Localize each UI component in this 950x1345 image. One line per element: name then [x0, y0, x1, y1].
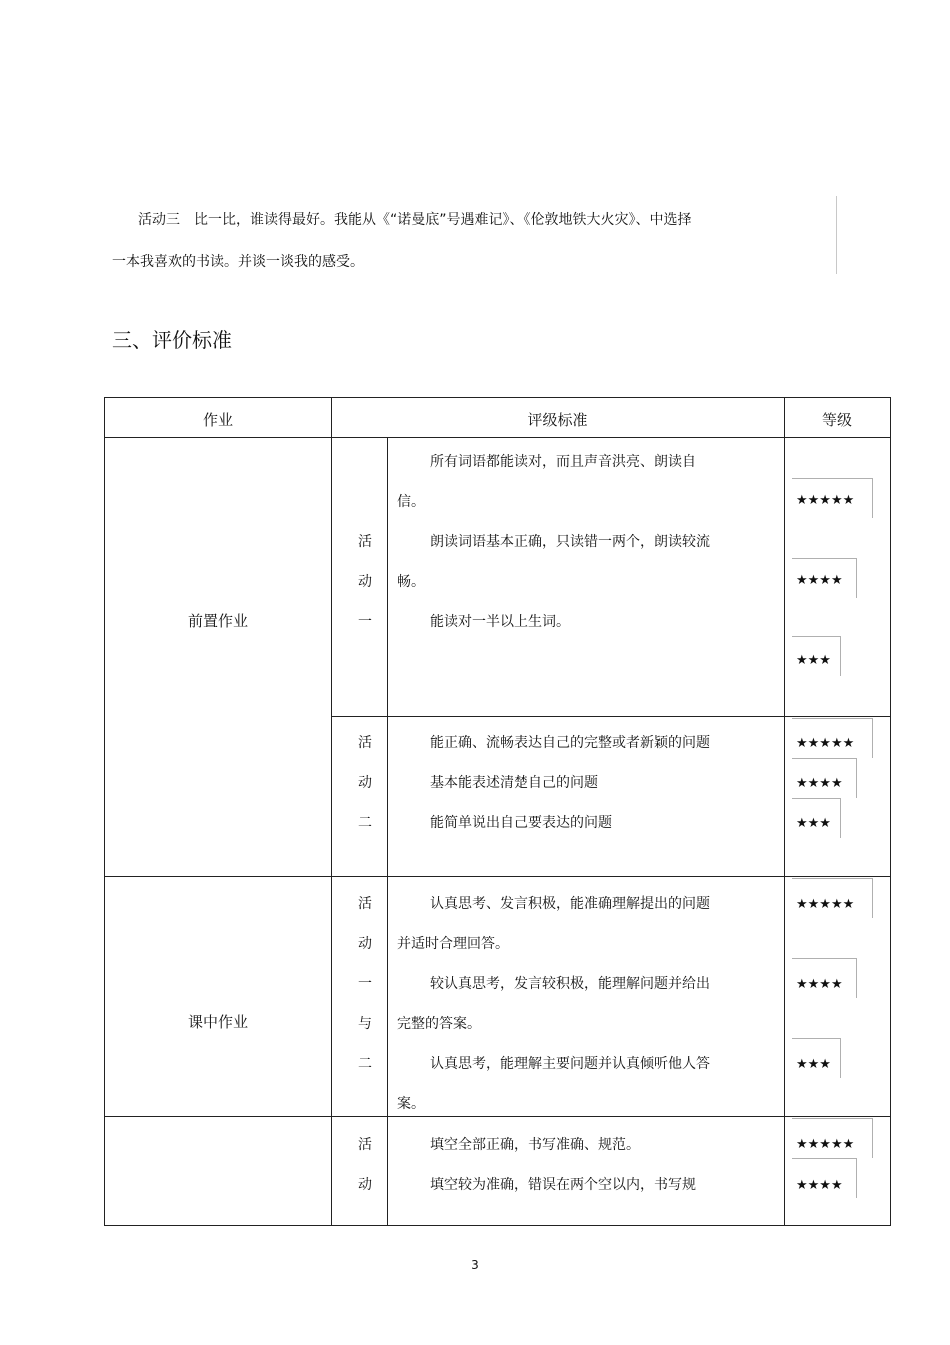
- g2-label-5: 二: [358, 1056, 372, 1072]
- act1-rating-5: ★★★★★: [796, 493, 855, 508]
- g3-criterion-1: 填空全部正确，书写准确、规范。: [430, 1137, 640, 1153]
- header-grade: 等级: [821, 411, 852, 429]
- act2-criterion-2: 基本能表述清楚自己的问题: [430, 775, 598, 791]
- act2-rating-4: ★★★★: [796, 776, 843, 791]
- g2-criterion-2a: 较认真思考，发言较积极，能理解问题并给出: [430, 976, 710, 992]
- evaluation-table: [104, 397, 891, 1226]
- act1-criterion-2a: 朗读词语基本正确，只读错一两个，朗读较流: [430, 534, 710, 550]
- g2-label-2: 动: [358, 936, 372, 952]
- intro-line-2: 一本我喜欢的书读。并谈一谈我的感受。: [112, 254, 364, 270]
- g2-criterion-1b: 并适时合理回答。: [397, 936, 509, 952]
- g2-rating-5: ★★★★★: [796, 897, 855, 912]
- g2-criterion-3b: 案。: [397, 1096, 425, 1112]
- g3-rating-4: ★★★★: [796, 1178, 843, 1193]
- act1-rating-4: ★★★★: [796, 573, 843, 588]
- g2-label-4: 与: [358, 1016, 372, 1032]
- act1-label-3: 一: [358, 614, 372, 630]
- act2-criterion-1: 能正确、流畅表达自己的完整或者新颖的问题: [430, 735, 710, 751]
- group-name-preview: 前置作业: [187, 612, 248, 630]
- act2-rating-3: ★★★: [796, 816, 831, 831]
- g3-criterion-2: 填空较为准确，错误在两个空以内，书写规: [430, 1177, 696, 1193]
- group-name-inclass: 课中作业: [187, 1013, 248, 1031]
- act1-label-1: 活: [358, 534, 372, 550]
- g3-label-2: 动: [358, 1177, 372, 1193]
- g3-label-1: 活: [358, 1137, 372, 1153]
- page-number: 3: [471, 1258, 479, 1272]
- act1-criterion-2b: 畅。: [397, 574, 425, 590]
- g2-criterion-2b: 完整的答案。: [397, 1016, 481, 1032]
- g2-criterion-1a: 认真思考、发言积极，能准确理解提出的问题: [430, 896, 710, 912]
- g2-rating-3: ★★★: [796, 1057, 831, 1072]
- section-title: 三、评价标准: [112, 328, 232, 352]
- header-homework: 作业: [202, 411, 233, 429]
- act1-criterion-1a: 所有词语都能读对，而且声音洪亮、朗读自: [430, 454, 696, 470]
- margin-line: [836, 196, 837, 274]
- act2-label-3: 二: [358, 815, 372, 831]
- act1-criterion-1b: 信。: [397, 494, 425, 510]
- act2-criterion-3: 能简单说出自己要表达的问题: [430, 815, 612, 831]
- act2-rating-5: ★★★★★: [796, 736, 855, 751]
- intro-line-1: 活动三 比一比，谁读得最好。我能从《“诺曼底”号遇难记》、《伦敦地铁大火灾》、中选择: [138, 212, 692, 228]
- act1-label-2: 动: [358, 574, 372, 590]
- g2-label-1: 活: [358, 896, 372, 912]
- act2-label-2: 动: [358, 775, 372, 791]
- g2-label-3: 一: [358, 976, 372, 992]
- g2-rating-4: ★★★★: [796, 977, 843, 992]
- act1-rating-3: ★★★: [796, 653, 831, 668]
- act1-criterion-3: 能读对一半以上生词。: [430, 614, 570, 630]
- g2-criterion-3a: 认真思考，能理解主要问题并认真倾听他人答: [430, 1056, 710, 1072]
- header-criteria: 评级标准: [527, 411, 588, 429]
- g3-rating-5: ★★★★★: [796, 1137, 855, 1152]
- act2-label-1: 活: [358, 735, 372, 751]
